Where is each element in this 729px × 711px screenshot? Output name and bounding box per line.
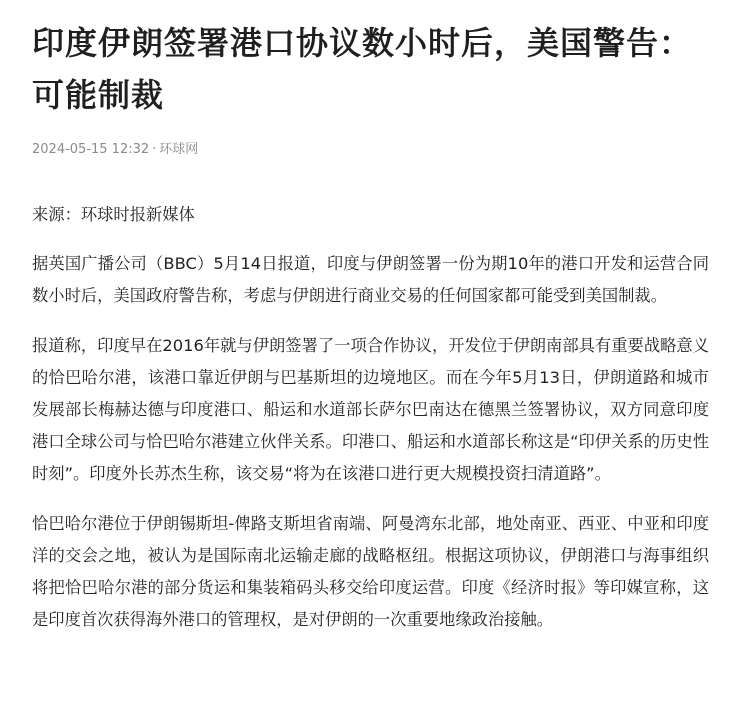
article-meta xyxy=(32,141,709,159)
meta-separator: · xyxy=(152,142,157,157)
source-site: 环球网 xyxy=(159,142,199,157)
source-line: 来源：环球时报新媒体 xyxy=(32,205,195,224)
paragraph: 报道称，印度早在2016年就与伊朗签署了一项合作协议，开发位于伊朗南部具有重要战略意义的恰巴哈尔港，该港口靠近伊朗与巴基斯坦的边境地区。而在今年5月13日，伊朗道路和城市发展部长梅赫达德与印度港口、船运和水道部长萨尔巴南达在德黑兰签署协议，双方同意印度港口全球公司与恰巴哈尔港建立伙伴关系。印港口、船运和水道部长称这是“印伊关系的历史性时刻”。印度外长苏杰生称，该交易“将为在该港口进行更大规模投资扫清道路”。 xyxy=(32,336,709,483)
paragraph: 据英国广播公司（BBC）5月14日报道，印度与伊朗签署一份为期10年的港口开发和运营合同数小时后，美国政府警告称，考虑与伊朗进行商业交易的任何国家都可能受到美国制裁。 xyxy=(32,254,709,305)
paragraph: 恰巴哈尔港位于伊朗锡斯坦-俾路支斯坦省南端、阿曼湾东北部，地处南亚、西亚、中亚和印度洋的交会之地，被认为是国际南北运输走廊的战略枢纽。根据这项协议，伊朗港口与海事组织将把恰巴哈尔港的部分货运和集装箱码头移交给印度运营。印度《经济时报》等印媒宣称，这是印度首次获得海外港口的管理权，是对伊朗的一次重要地缘政治接触。 xyxy=(32,514,709,629)
article-title: 印度伊朗签署港口协议数小时后，美国警告：可能制裁 xyxy=(32,24,693,114)
publish-date: 2024-05-15 12:32 xyxy=(32,142,150,157)
